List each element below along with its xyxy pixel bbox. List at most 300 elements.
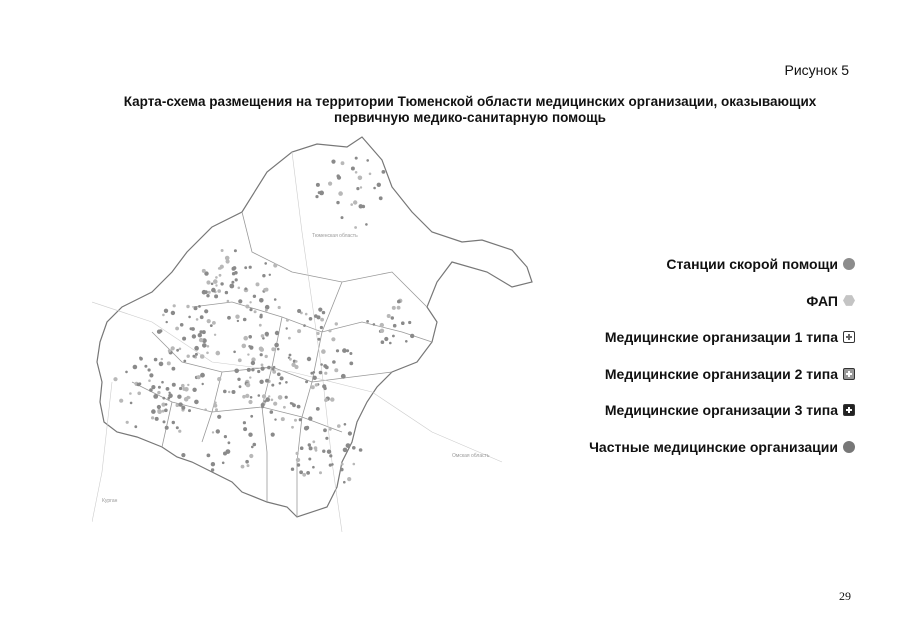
facility-marker xyxy=(351,167,355,171)
facility-marker xyxy=(261,367,265,371)
facility-marker xyxy=(148,368,151,371)
facility-marker xyxy=(232,390,236,394)
facility-marker xyxy=(219,274,222,277)
facility-marker xyxy=(206,294,209,297)
facility-marker xyxy=(322,450,325,453)
facility-marker xyxy=(384,337,388,341)
facility-marker xyxy=(381,340,385,344)
facility-marker xyxy=(191,327,195,331)
facility-marker xyxy=(392,335,395,338)
facility-marker xyxy=(291,426,294,429)
region-boundary xyxy=(97,137,532,517)
facility-marker xyxy=(296,452,299,455)
facility-marker xyxy=(194,306,198,310)
facility-marker xyxy=(204,408,207,411)
facility-marker xyxy=(198,305,201,308)
map-place-label: Омская область xyxy=(452,453,490,459)
facility-marker xyxy=(329,428,332,431)
facility-marker xyxy=(335,322,338,325)
facility-marker xyxy=(382,170,386,174)
facility-marker xyxy=(291,402,294,405)
figure-label: Рисунок 5 xyxy=(784,62,849,78)
facility-marker xyxy=(316,407,320,411)
facility-marker xyxy=(171,346,175,350)
facility-marker xyxy=(144,365,147,368)
facility-marker xyxy=(166,321,168,323)
facility-marker xyxy=(245,305,249,309)
facility-marker xyxy=(302,473,306,477)
facility-marker xyxy=(328,182,332,186)
facility-marker xyxy=(341,374,346,379)
map-legend xyxy=(555,254,855,473)
facility-marker xyxy=(334,368,338,372)
facility-marker xyxy=(272,368,275,371)
med-org-type-2-icon xyxy=(843,368,855,380)
facility-marker xyxy=(149,388,153,392)
facility-marker xyxy=(213,279,218,284)
facility-marker xyxy=(183,360,186,363)
med-org-type-3-icon xyxy=(843,404,855,416)
facility-marker xyxy=(248,335,252,339)
facility-marker xyxy=(178,430,181,433)
facility-marker xyxy=(216,429,220,433)
facility-marker xyxy=(305,380,308,383)
facility-marker xyxy=(217,415,221,419)
facility-marker xyxy=(218,267,221,270)
facility-marker xyxy=(163,420,166,423)
facility-marker xyxy=(380,323,384,327)
facility-marker xyxy=(350,203,353,206)
facility-marker xyxy=(359,448,363,452)
facility-marker xyxy=(341,216,344,219)
facility-marker xyxy=(192,355,195,358)
facility-marker xyxy=(250,396,253,399)
facility-marker xyxy=(294,365,298,369)
facility-marker xyxy=(223,390,227,394)
facility-marker xyxy=(228,441,231,444)
facility-marker xyxy=(168,393,173,398)
facility-marker xyxy=(157,391,160,394)
facility-marker xyxy=(197,375,201,379)
facility-marker xyxy=(187,384,189,386)
facility-marker xyxy=(366,320,369,323)
facility-marker xyxy=(215,408,218,411)
facility-marker xyxy=(379,196,383,200)
facility-marker xyxy=(271,384,274,387)
facility-marker xyxy=(286,327,288,329)
legend-item xyxy=(555,437,855,457)
legend-item xyxy=(555,254,855,274)
facility-marker xyxy=(227,300,230,303)
facility-marker xyxy=(324,372,327,375)
facility-marker xyxy=(265,379,269,383)
facility-marker xyxy=(119,399,123,403)
facility-marker xyxy=(217,289,221,293)
facility-marker xyxy=(195,353,198,356)
facility-marker xyxy=(397,300,401,304)
facility-marker xyxy=(307,357,311,361)
facility-marker xyxy=(200,354,205,359)
facility-marker xyxy=(377,183,381,187)
facility-marker xyxy=(207,454,211,458)
facility-marker xyxy=(162,314,165,317)
facility-marker xyxy=(289,354,292,357)
facility-marker xyxy=(206,280,210,284)
facility-marker xyxy=(184,387,189,392)
facility-marker xyxy=(336,349,339,352)
facility-marker xyxy=(229,284,234,289)
facility-marker xyxy=(277,373,281,377)
facility-marker xyxy=(341,463,344,466)
facility-marker xyxy=(202,343,207,348)
facility-marker xyxy=(199,338,203,342)
facility-marker xyxy=(320,318,324,322)
facility-marker xyxy=(241,465,245,469)
facility-marker xyxy=(392,306,396,310)
facility-marker xyxy=(300,446,304,450)
facility-marker xyxy=(275,331,279,335)
private-med-org-icon xyxy=(843,441,855,453)
facility-marker xyxy=(129,392,132,395)
facility-marker xyxy=(401,321,405,325)
facility-marker xyxy=(157,405,161,409)
facility-marker xyxy=(151,416,154,419)
facility-marker xyxy=(259,347,263,351)
facility-marker xyxy=(297,405,301,409)
facility-marker xyxy=(249,266,252,269)
facility-marker xyxy=(243,427,247,431)
legend-item xyxy=(555,400,855,420)
facility-marker xyxy=(305,426,309,430)
legend-label: Медицинские организации 2 типа xyxy=(604,365,838,382)
facility-marker xyxy=(288,337,291,340)
facility-marker xyxy=(166,387,170,391)
facility-marker xyxy=(194,400,199,405)
facility-marker xyxy=(313,371,316,374)
facility-marker xyxy=(356,187,359,190)
facility-marker xyxy=(243,336,248,341)
facility-marker xyxy=(251,446,254,449)
facility-marker xyxy=(202,269,206,273)
fap-icon xyxy=(843,295,855,307)
facility-marker xyxy=(162,397,165,400)
facility-marker xyxy=(259,380,263,384)
facility-marker xyxy=(249,301,251,303)
facility-marker xyxy=(274,418,276,420)
facility-marker xyxy=(327,450,331,454)
facility-marker xyxy=(380,329,384,333)
facility-marker xyxy=(265,309,268,312)
facility-marker xyxy=(281,417,285,421)
facility-marker xyxy=(274,343,279,348)
facility-marker xyxy=(214,334,216,336)
facility-marker xyxy=(154,358,158,362)
facility-marker xyxy=(195,348,198,351)
legend-label: Медицинские организации 1 типа xyxy=(604,329,838,345)
facility-marker xyxy=(188,409,191,412)
facility-marker xyxy=(324,398,328,402)
facility-marker xyxy=(278,395,283,400)
facility-marker xyxy=(245,460,249,464)
med-org-type-1-icon xyxy=(843,331,855,343)
facility-marker xyxy=(332,360,336,364)
facility-marker xyxy=(251,368,254,371)
facility-marker xyxy=(161,381,164,384)
facility-marker xyxy=(247,353,249,355)
facility-marker xyxy=(211,468,214,471)
facility-marker xyxy=(344,423,347,426)
facility-marker xyxy=(243,421,246,424)
facility-marker xyxy=(261,364,264,367)
facility-marker xyxy=(373,323,376,326)
facility-marker xyxy=(313,376,317,380)
facility-marker xyxy=(261,334,265,338)
facility-marker xyxy=(133,365,138,370)
facility-marker xyxy=(354,226,357,229)
facility-marker xyxy=(235,315,239,319)
facility-marker xyxy=(157,409,162,414)
facility-marker xyxy=(317,338,320,341)
facility-marker xyxy=(245,394,249,398)
facility-marker xyxy=(297,309,301,313)
facility-marker xyxy=(320,326,323,329)
facility-marker xyxy=(297,463,300,466)
facility-marker xyxy=(320,363,323,366)
facility-marker xyxy=(153,394,158,399)
facility-marker xyxy=(274,298,277,301)
facility-marker xyxy=(373,187,376,190)
facility-marker xyxy=(217,377,221,381)
facility-marker xyxy=(206,352,209,355)
facility-marker xyxy=(187,396,190,399)
facility-marker xyxy=(280,376,284,380)
facility-marker xyxy=(171,311,175,315)
facility-marker xyxy=(306,471,310,475)
facility-marker xyxy=(360,186,362,188)
facility-marker xyxy=(331,337,335,341)
legend-label: Частные медицинские организации xyxy=(589,438,838,455)
facility-marker xyxy=(314,446,318,450)
facility-marker xyxy=(179,348,182,351)
facility-marker xyxy=(202,290,207,295)
facility-marker xyxy=(149,373,153,377)
facility-marker xyxy=(286,319,289,322)
facility-marker xyxy=(337,424,341,428)
facility-marker xyxy=(319,471,322,474)
facility-marker xyxy=(253,443,257,447)
facility-marker xyxy=(256,282,260,286)
facility-marker xyxy=(296,458,300,462)
facility-marker xyxy=(323,428,327,432)
facility-marker xyxy=(279,382,282,385)
facility-marker xyxy=(215,276,218,279)
facility-marker xyxy=(167,361,171,365)
facility-marker xyxy=(270,410,274,414)
district-lines xyxy=(132,212,432,517)
facility-marker xyxy=(283,406,286,409)
facility-marker xyxy=(253,295,256,298)
facility-marker xyxy=(352,446,356,450)
facility-marker xyxy=(271,347,275,351)
facility-marker xyxy=(148,379,151,382)
facility-marker xyxy=(158,386,161,389)
facility-marker xyxy=(294,419,297,422)
facility-marker xyxy=(232,267,236,271)
facility-marker xyxy=(175,327,179,331)
facility-marker xyxy=(321,349,326,354)
facility-marker xyxy=(187,355,190,358)
legend-item xyxy=(555,327,855,347)
facility-marker xyxy=(358,176,363,181)
map-title: Карта-схема размещения на территории Тюменской области медицинских организации, оказывающих первичную медико-санитарную помощь xyxy=(123,94,817,125)
facility-marker xyxy=(261,406,264,409)
facility-marker xyxy=(349,362,353,366)
facility-marker xyxy=(347,477,351,481)
facility-marker xyxy=(273,263,277,267)
facility-marker xyxy=(264,262,267,265)
facility-marker xyxy=(355,157,358,160)
facility-marker xyxy=(265,332,269,336)
facility-marker xyxy=(139,357,142,360)
facility-marker xyxy=(211,283,214,286)
facility-marker xyxy=(341,161,345,165)
facility-marker xyxy=(365,223,368,226)
facility-marker xyxy=(220,282,223,285)
facility-marker xyxy=(308,458,311,461)
facility-marker xyxy=(397,306,401,310)
facility-marker xyxy=(309,446,313,450)
facility-marker xyxy=(181,406,185,410)
facility-marker xyxy=(202,383,204,385)
facility-marker xyxy=(192,388,196,392)
facility-marker xyxy=(316,183,320,187)
legend-item xyxy=(555,364,855,384)
facility-marker xyxy=(155,417,159,421)
facility-marker xyxy=(330,397,334,401)
facility-marker xyxy=(172,383,176,387)
facility-marker xyxy=(318,191,321,194)
facility-marker xyxy=(198,333,202,337)
facility-marker xyxy=(214,294,218,298)
facility-marker xyxy=(391,316,394,319)
facility-marker xyxy=(242,395,246,399)
facility-marker xyxy=(237,378,240,381)
facility-marker xyxy=(221,249,224,252)
facility-marker xyxy=(243,318,247,322)
facility-marker xyxy=(180,323,184,327)
facility-marker xyxy=(137,392,141,396)
legend-label: Медицинские организации 3 типа xyxy=(604,402,838,418)
facility-marker xyxy=(151,409,156,414)
facility-marker xyxy=(237,320,239,322)
facility-marker xyxy=(244,266,247,269)
facility-marker xyxy=(308,443,311,446)
facility-marker xyxy=(259,298,264,303)
facility-marker xyxy=(137,383,141,387)
facility-marker xyxy=(159,362,164,367)
facility-marker xyxy=(343,448,348,453)
facility-marker xyxy=(405,340,408,343)
facility-marker xyxy=(212,321,216,325)
facility-marker xyxy=(317,315,321,319)
ambulance-station-icon xyxy=(843,258,855,270)
facility-marker xyxy=(271,399,274,402)
facility-marker xyxy=(389,342,392,345)
facility-marker xyxy=(246,383,251,388)
facility-marker xyxy=(267,366,271,370)
facility-marker xyxy=(262,394,266,398)
legend-label: ФАП xyxy=(806,292,838,309)
facility-marker xyxy=(278,306,281,309)
facility-marker xyxy=(336,201,339,204)
facility-marker xyxy=(316,332,319,335)
facility-marker xyxy=(263,288,267,292)
facility-marker xyxy=(216,351,221,356)
facility-marker xyxy=(248,400,252,404)
facility-marker xyxy=(309,317,313,321)
map-markers xyxy=(113,157,414,484)
facility-marker xyxy=(408,321,411,324)
facility-marker xyxy=(207,345,210,348)
facility-marker xyxy=(291,468,294,471)
facility-marker xyxy=(259,324,262,327)
facility-marker xyxy=(188,316,191,319)
facility-marker xyxy=(331,160,335,164)
facility-marker xyxy=(342,348,347,353)
facility-marker xyxy=(393,324,397,328)
facility-marker xyxy=(289,358,292,361)
map-place-label: Тюменская область xyxy=(312,233,358,239)
facility-marker xyxy=(161,358,163,360)
facility-marker xyxy=(260,314,263,317)
facility-marker xyxy=(125,371,128,374)
facility-marker xyxy=(224,435,227,438)
facility-marker xyxy=(233,351,236,354)
facility-marker xyxy=(173,304,176,307)
facility-marker xyxy=(238,358,242,362)
facility-marker xyxy=(238,287,241,290)
facility-marker xyxy=(250,415,253,418)
facility-marker xyxy=(164,309,168,313)
facility-marker xyxy=(176,426,179,429)
facility-marker xyxy=(164,409,168,413)
facility-marker xyxy=(329,454,332,457)
facility-marker xyxy=(337,176,341,180)
facility-marker xyxy=(226,449,231,454)
facility-marker xyxy=(251,361,255,365)
facility-marker xyxy=(254,310,257,313)
facility-marker xyxy=(353,463,356,466)
facility-marker xyxy=(269,274,271,276)
facility-marker xyxy=(186,305,189,308)
facility-marker xyxy=(249,346,253,350)
facility-marker xyxy=(211,288,216,293)
facility-marker xyxy=(338,191,343,196)
facility-marker xyxy=(322,384,326,388)
facility-marker xyxy=(312,440,315,443)
facility-marker xyxy=(151,385,155,389)
facility-marker xyxy=(325,437,328,440)
facility-marker xyxy=(214,401,217,404)
facility-marker xyxy=(200,373,205,378)
facility-marker xyxy=(172,421,175,424)
facility-marker xyxy=(268,395,270,397)
facility-marker xyxy=(340,468,344,472)
facility-marker xyxy=(273,402,277,406)
facility-marker xyxy=(232,272,235,275)
map-place-label: Курган xyxy=(102,498,118,504)
facility-marker xyxy=(179,387,182,390)
